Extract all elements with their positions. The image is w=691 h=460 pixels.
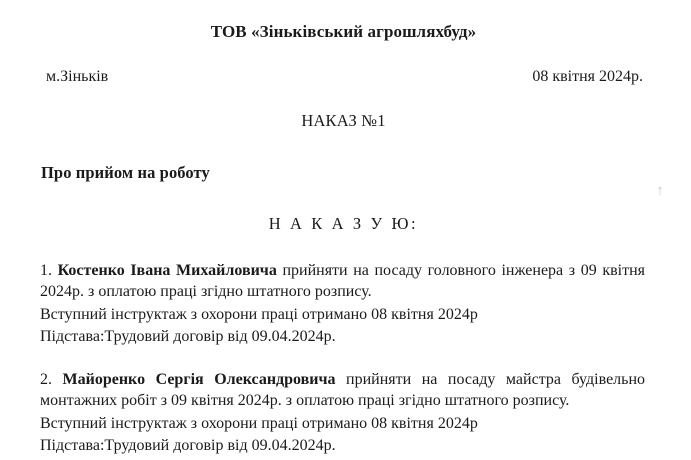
organization-title: ТОВ «Зіньківський агрошляхбуд» <box>210 22 477 41</box>
clause-number: 1. <box>40 262 52 279</box>
document-number: НАКАЗ №1 <box>301 111 386 130</box>
clause-number: 2. <box>40 371 52 389</box>
clause-extra-line: Вступний інструктаж з охорони праці отримано 08 квітня 2024р <box>40 305 478 323</box>
date-label: 08 квітня 2024р. <box>532 68 643 85</box>
document-subject: Про прийом на роботу <box>41 163 210 182</box>
clause-item <box>40 369 647 412</box>
margin-mark-icon: ↑ <box>656 183 664 199</box>
clause-basis-line: Підстава:Трудовий договір від 09.04.2024р. <box>40 436 336 454</box>
clause-extra-line: Вступний інструктаж з охорони праці отримано 08 квітня 2024р <box>40 414 478 432</box>
document-meta-row <box>40 68 647 86</box>
clause-item <box>40 260 647 303</box>
clause-person-name: Майоренко Сергія Олександровича <box>62 371 336 389</box>
clause-basis-line: Підстава:Трудовий договір від 09.04.2024р. <box>40 327 336 345</box>
clause-body: прийняти на посаду майстра будівельно монтажних робіт з 09 квітня 2024р. з оплатою праці згідно штатного розпису. <box>40 371 646 410</box>
order-keyword: Н А К А З У Ю: <box>268 214 419 233</box>
city-label: м.Зіньків <box>46 68 109 85</box>
clause-body: прийняти на посаду головного інженера з 09 квітня 2024р. з оплатою праці згідно штатного розпису. <box>40 262 646 301</box>
clause-person-name: Костенко Івана Михайловича <box>57 262 277 279</box>
